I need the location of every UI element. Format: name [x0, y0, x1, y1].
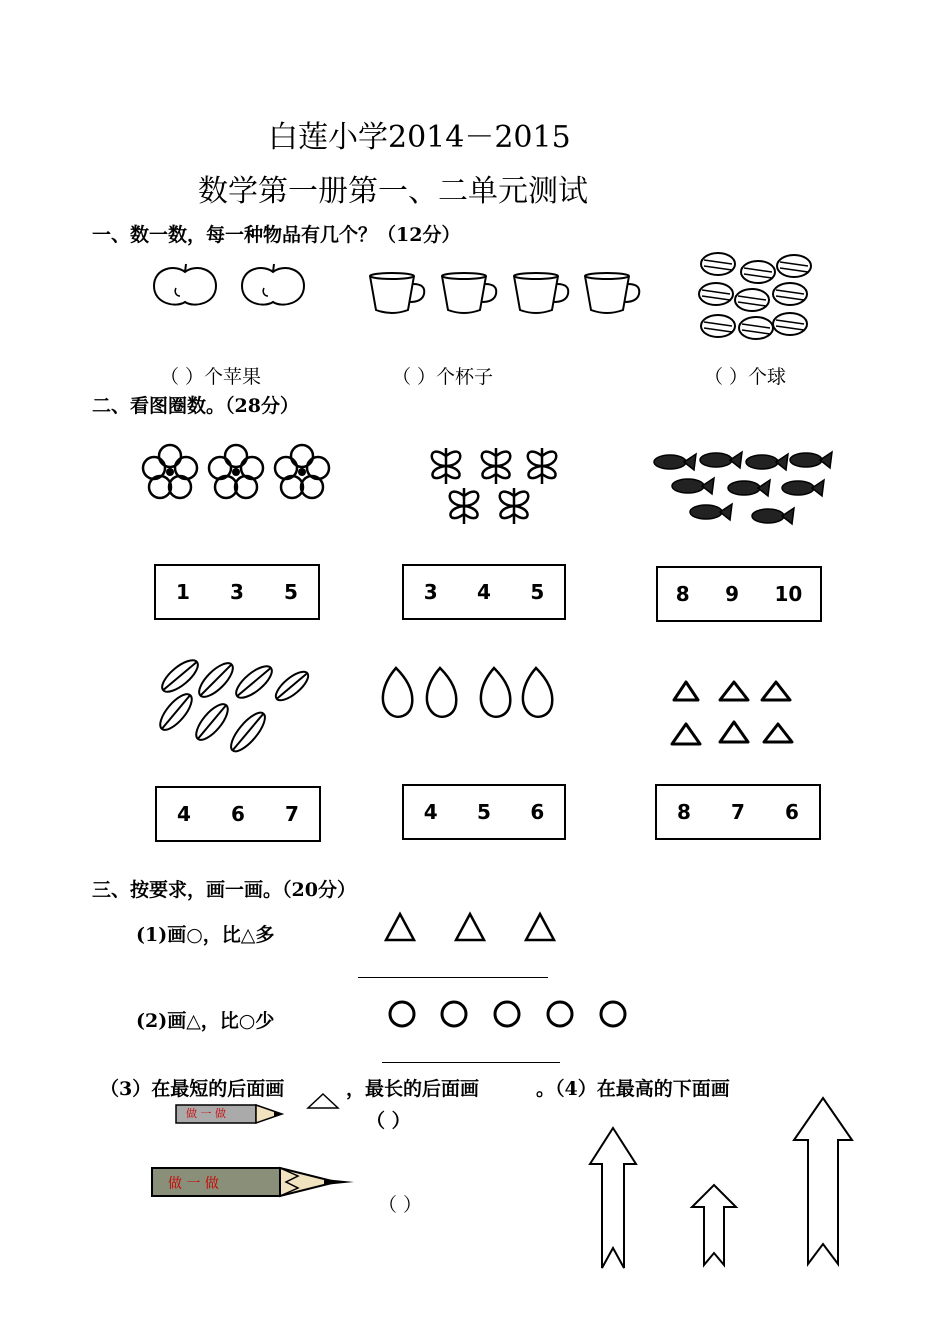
answer-paren-b[interactable]: （ ）	[378, 1194, 423, 1216]
number-box-leaves	[155, 786, 321, 842]
number-box-flowers	[154, 564, 320, 620]
option-number[interactable]: 6	[785, 800, 799, 824]
long-pencil-label: 做 一 做	[168, 1176, 219, 1192]
small-triangle-icon	[306, 1092, 340, 1110]
answer-line-1[interactable]	[358, 977, 548, 978]
option-number[interactable]: 4	[423, 800, 438, 824]
question-1: (1)画○，比△多	[136, 924, 275, 946]
cup-icon	[440, 272, 502, 316]
question-3-label: （3）在最短的后面画	[100, 1078, 285, 1100]
section1-heading: 一、数一数，每一种物品有几个？（12分）	[92, 224, 461, 246]
tall-arrow-icon	[792, 1096, 854, 1268]
fish-picture	[648, 446, 838, 528]
page-title: 白莲小学2014－2015	[268, 120, 571, 155]
option-number[interactable]: 1	[176, 580, 190, 604]
leaves-picture	[150, 654, 320, 758]
triangles-picture	[668, 678, 798, 748]
answer-line-2[interactable]	[382, 1062, 560, 1063]
option-number[interactable]: 7	[731, 800, 745, 824]
option-number[interactable]: 8	[675, 582, 690, 606]
option-number[interactable]: 5	[284, 580, 298, 604]
question-3-mid: ，最长的后面画	[346, 1078, 480, 1100]
balls-icon	[696, 250, 816, 342]
number-box-fruits	[402, 784, 566, 840]
question-3-end: 。（4）在最高的下面画	[536, 1078, 730, 1100]
number-box-triangles	[655, 784, 821, 840]
option-number[interactable]: 4	[177, 802, 191, 826]
answer-paren-a[interactable]: （ ）	[366, 1110, 411, 1132]
flowers-picture	[138, 440, 338, 506]
option-number[interactable]: 10	[774, 582, 803, 606]
option-number[interactable]: 3	[423, 580, 438, 604]
option-number[interactable]: 3	[230, 580, 244, 604]
apple-icon	[238, 262, 308, 312]
cup-icon	[368, 272, 430, 316]
section2-heading: 二、看图圈数。（28分）	[92, 395, 299, 417]
option-number[interactable]: 5	[530, 580, 545, 604]
option-number[interactable]: 9	[725, 582, 739, 606]
short-pencil-label: 做 一 做	[186, 1107, 226, 1120]
section3-heading: 三、按要求，画一画。（20分）	[92, 879, 356, 901]
option-number[interactable]: 4	[477, 580, 491, 604]
cup-icon	[583, 272, 645, 316]
number-box-butterflies	[402, 564, 566, 620]
option-number[interactable]: 6	[530, 800, 545, 824]
apple-icon	[150, 262, 220, 312]
option-number[interactable]: 6	[231, 802, 245, 826]
triangle-row	[384, 912, 560, 944]
option-number[interactable]: 8	[677, 800, 691, 824]
short-arrow-icon	[690, 1183, 738, 1267]
butterflies-picture	[420, 440, 570, 532]
ball-count-caption: （ ）个球	[704, 366, 787, 388]
option-number[interactable]: 5	[477, 800, 491, 824]
fruits-picture	[376, 664, 560, 720]
question-2: (2)画△，比○少	[136, 1010, 275, 1032]
option-number[interactable]: 7	[285, 802, 299, 826]
apple-count-caption: （ ）个苹果	[160, 366, 262, 388]
circle-row	[386, 998, 630, 1030]
medium-arrow-icon	[588, 1126, 638, 1272]
cup-icon	[512, 272, 574, 316]
page-subtitle: 数学第一册第一、二单元测试	[198, 174, 588, 209]
cup-count-caption: （ ）个杯子	[392, 366, 494, 388]
number-box-fish	[656, 566, 822, 622]
